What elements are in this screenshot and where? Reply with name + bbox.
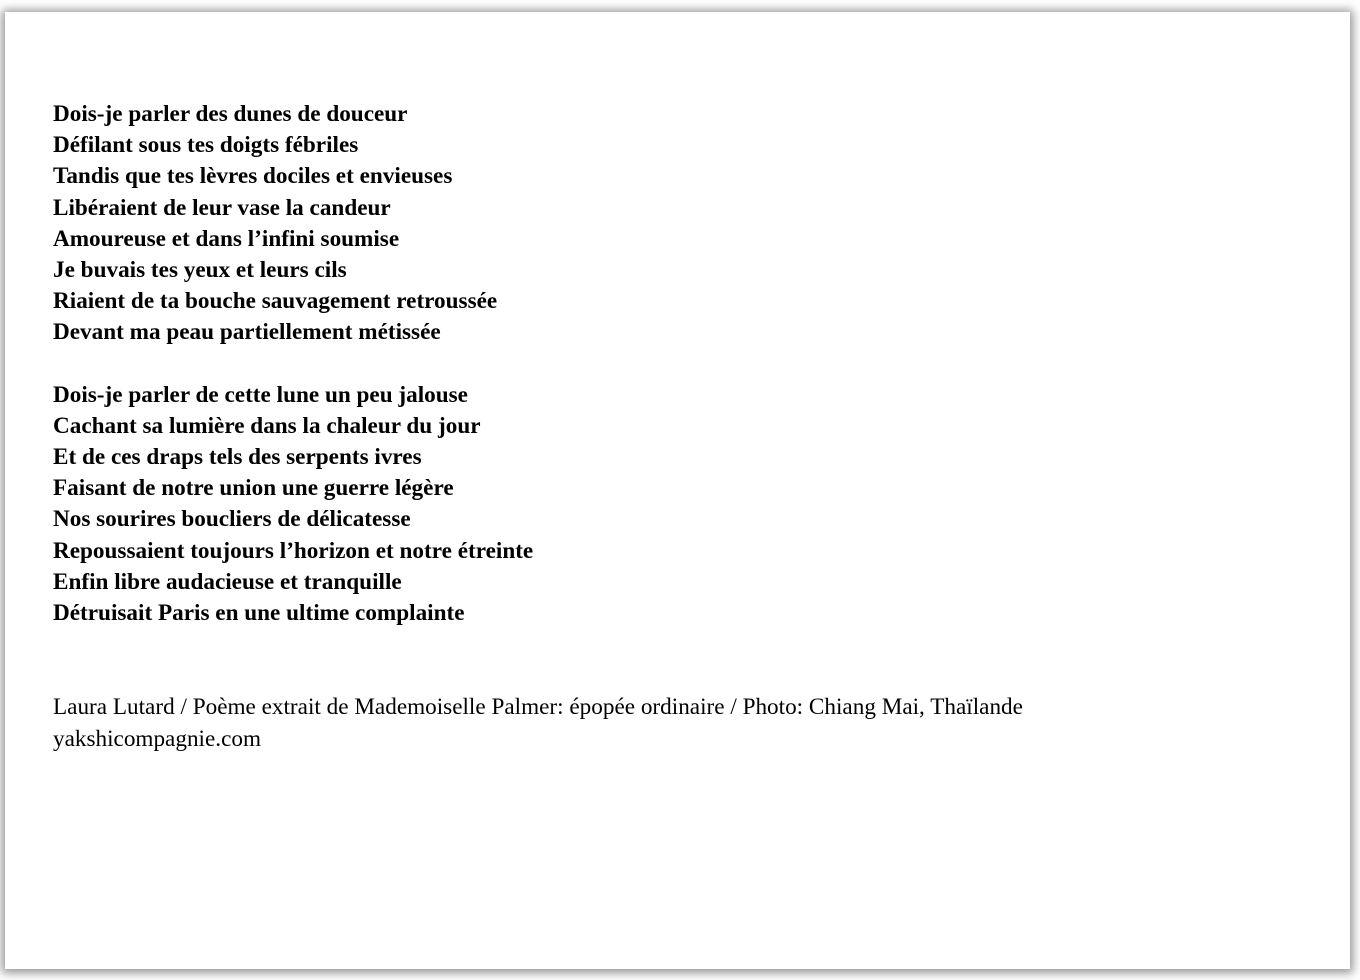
verse-line: Faisant de notre union une guerre légère [53, 475, 454, 502]
verse-line: Défilant sous tes doigts fébriles [53, 132, 359, 159]
stanza-1 [53, 99, 533, 349]
website-link[interactable]: yakshicompagnie.com [53, 725, 261, 752]
verse-line: Riaient de ta bouche sauvagement retroussée [53, 288, 498, 315]
postcard-page [5, 12, 1350, 969]
verse-line: Dois-je parler de cette lune un peu jalouse [53, 381, 468, 408]
verse-line: Cachant sa lumière dans la chaleur du jour [53, 412, 481, 439]
verse-line: Repoussaient toujours l’horizon et notre étreinte [53, 537, 534, 564]
verse-line: Tandis que tes lèvres dociles et envieuses [53, 163, 453, 190]
verse-line: Devant ma peau partiellement métissée [53, 319, 441, 346]
verse-line: Libéraient de leur vase la candeur [53, 194, 391, 221]
verse-line: Nos sourires boucliers de délicatesse [53, 506, 411, 533]
verse-line: Détruisait Paris en une ultime complainte [53, 600, 465, 627]
verse-line: Je buvais tes yeux et leurs cils [53, 257, 347, 284]
attribution-text: Laura Lutard / Poème extrait de Mademoiselle Palmer: épopée ordinaire / Photo: Chiang Mai, Thaïlande [53, 694, 1023, 720]
poem [53, 99, 533, 660]
verse-line: Enfin libre audacieuse et tranquille [53, 568, 402, 595]
verse-line: Amoureuse et dans l’infini soumise [53, 225, 400, 252]
credits [53, 692, 1023, 755]
verse-line: Dois-je parler des dunes de douceur [53, 101, 408, 127]
verse-line: Et de ces draps tels des serpents ivres [53, 444, 422, 471]
stanza-2 [53, 380, 533, 630]
